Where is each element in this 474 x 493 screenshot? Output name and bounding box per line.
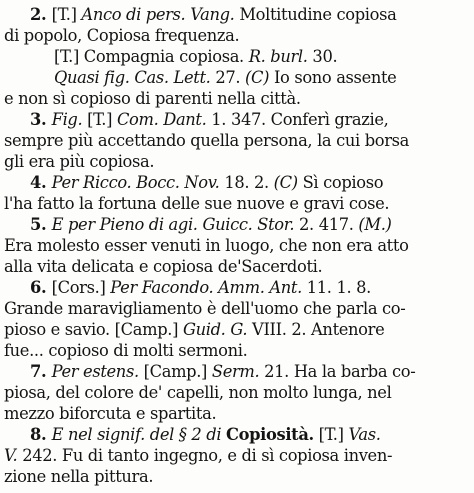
- text-segment: di popolo, Copiosa frequenza.: [4, 26, 240, 45]
- text-line: [4, 466, 466, 487]
- italic-text: Fig.: [51, 110, 83, 129]
- italic-text: (C): [273, 173, 298, 192]
- italic-text: (M.): [358, 215, 392, 234]
- text-segment: mezzo biforcuta e spartita.: [4, 404, 217, 423]
- italic-text: V.: [4, 446, 18, 465]
- text-line: [4, 67, 466, 88]
- text-line: [4, 193, 466, 214]
- text-segment: 27.: [210, 68, 246, 87]
- bold-text: 6.: [30, 278, 52, 297]
- text-segment: 242. Fu di tanto ingegno, e di sì copiosa inven-: [17, 446, 393, 465]
- italic-text: Quasi fig. Cas. Lett.: [54, 68, 211, 87]
- text-segment: VIII. 2. Antenore: [247, 320, 385, 339]
- text-line: [4, 235, 466, 256]
- italic-text: R. burl.: [248, 47, 308, 66]
- text-segment: Era molesto esser venuti in luogo, che non era atto: [4, 236, 409, 255]
- italic-text: Anco di pers. Vang.: [81, 5, 235, 24]
- text-line: [4, 256, 466, 277]
- text-line: [4, 424, 466, 445]
- text-segment: piosa, del colore de' capelli, non molto lunga, nel: [4, 383, 392, 402]
- text-segment: gli era più copiosa.: [4, 152, 155, 171]
- text-line: [4, 445, 466, 466]
- text-line: [4, 88, 466, 109]
- bold-text: 3.: [30, 110, 52, 129]
- text-segment: Sì copioso: [297, 173, 384, 192]
- text-segment: fue... copioso di molti sermoni.: [4, 341, 248, 360]
- text-line: [4, 277, 466, 298]
- italic-text: E per Pieno di agi. Guicc. Stor.: [51, 215, 295, 234]
- text-line: [4, 130, 466, 151]
- text-segment: Grande maravigliamento è dell'uomo che parla co-: [4, 299, 406, 318]
- text-line: [4, 4, 466, 25]
- text-segment: [T.] Compagnia copiosa.: [54, 47, 249, 66]
- text-segment: zione nella pittura.: [4, 467, 154, 486]
- text-segment: [T.]: [313, 425, 349, 444]
- text-segment: [Cors.]: [51, 278, 111, 297]
- text-segment: 2. 417.: [294, 215, 359, 234]
- italic-text: Per Ricco. Bocc. Nov.: [51, 173, 220, 192]
- text-segment: 1. 347. Conferì grazie,: [206, 110, 389, 129]
- text-segment: 21. Ha la barba co-: [259, 362, 416, 381]
- text-segment: 18. 2.: [219, 173, 274, 192]
- bold-text: Copiosità.: [226, 425, 314, 444]
- text-segment: Moltitudine copiosa: [234, 5, 397, 24]
- italic-text: Per Facondo. Amm. Ant.: [110, 278, 302, 297]
- bold-text: 5.: [30, 215, 52, 234]
- text-segment: pioso e savio. [Camp.]: [4, 320, 183, 339]
- italic-text: (C): [245, 68, 270, 87]
- text-line: [4, 25, 466, 46]
- bold-text: 4.: [30, 173, 52, 192]
- text-line: [4, 172, 466, 193]
- text-line: [4, 298, 466, 319]
- text-line: [4, 361, 466, 382]
- text-segment: [Camp.]: [138, 362, 212, 381]
- italic-text: Serm.: [211, 362, 260, 381]
- italic-text: Per estens.: [51, 362, 139, 381]
- text-segment: Io sono assente: [269, 68, 397, 87]
- text-line: [4, 46, 466, 67]
- text-line: [4, 109, 466, 130]
- text-segment: l'ha fatto la fortuna delle sue nuove e gravi cose.: [4, 194, 390, 213]
- bold-text: 7.: [30, 362, 52, 381]
- text-segment: e non sì copioso di parenti nella città.: [4, 89, 301, 108]
- text-segment: 30.: [307, 47, 338, 66]
- italic-text: Vas.: [348, 425, 381, 444]
- text-line: [4, 403, 466, 424]
- bold-text: 2.: [30, 5, 52, 24]
- text-line: [4, 319, 466, 340]
- text-segment: sempre più accettando quella persona, la cui borsa: [4, 131, 410, 150]
- text-line: [4, 382, 466, 403]
- italic-text: Com. Dant.: [116, 110, 207, 129]
- italic-text: Guid. G.: [182, 320, 248, 339]
- text-line: [4, 151, 466, 172]
- text-segment: [T.]: [82, 110, 117, 129]
- text-line: [4, 214, 466, 235]
- text-segment: 11. 1. 8.: [301, 278, 371, 297]
- dictionary-entry: [4, 4, 466, 487]
- italic-text: E nel signif. del § 2 di: [51, 425, 227, 444]
- text-line: [4, 340, 466, 361]
- text-segment: alla vita delicata e copiosa de'Sacerdoti.: [4, 257, 323, 276]
- bold-text: 8.: [30, 425, 52, 444]
- text-segment: [T.]: [51, 5, 82, 24]
